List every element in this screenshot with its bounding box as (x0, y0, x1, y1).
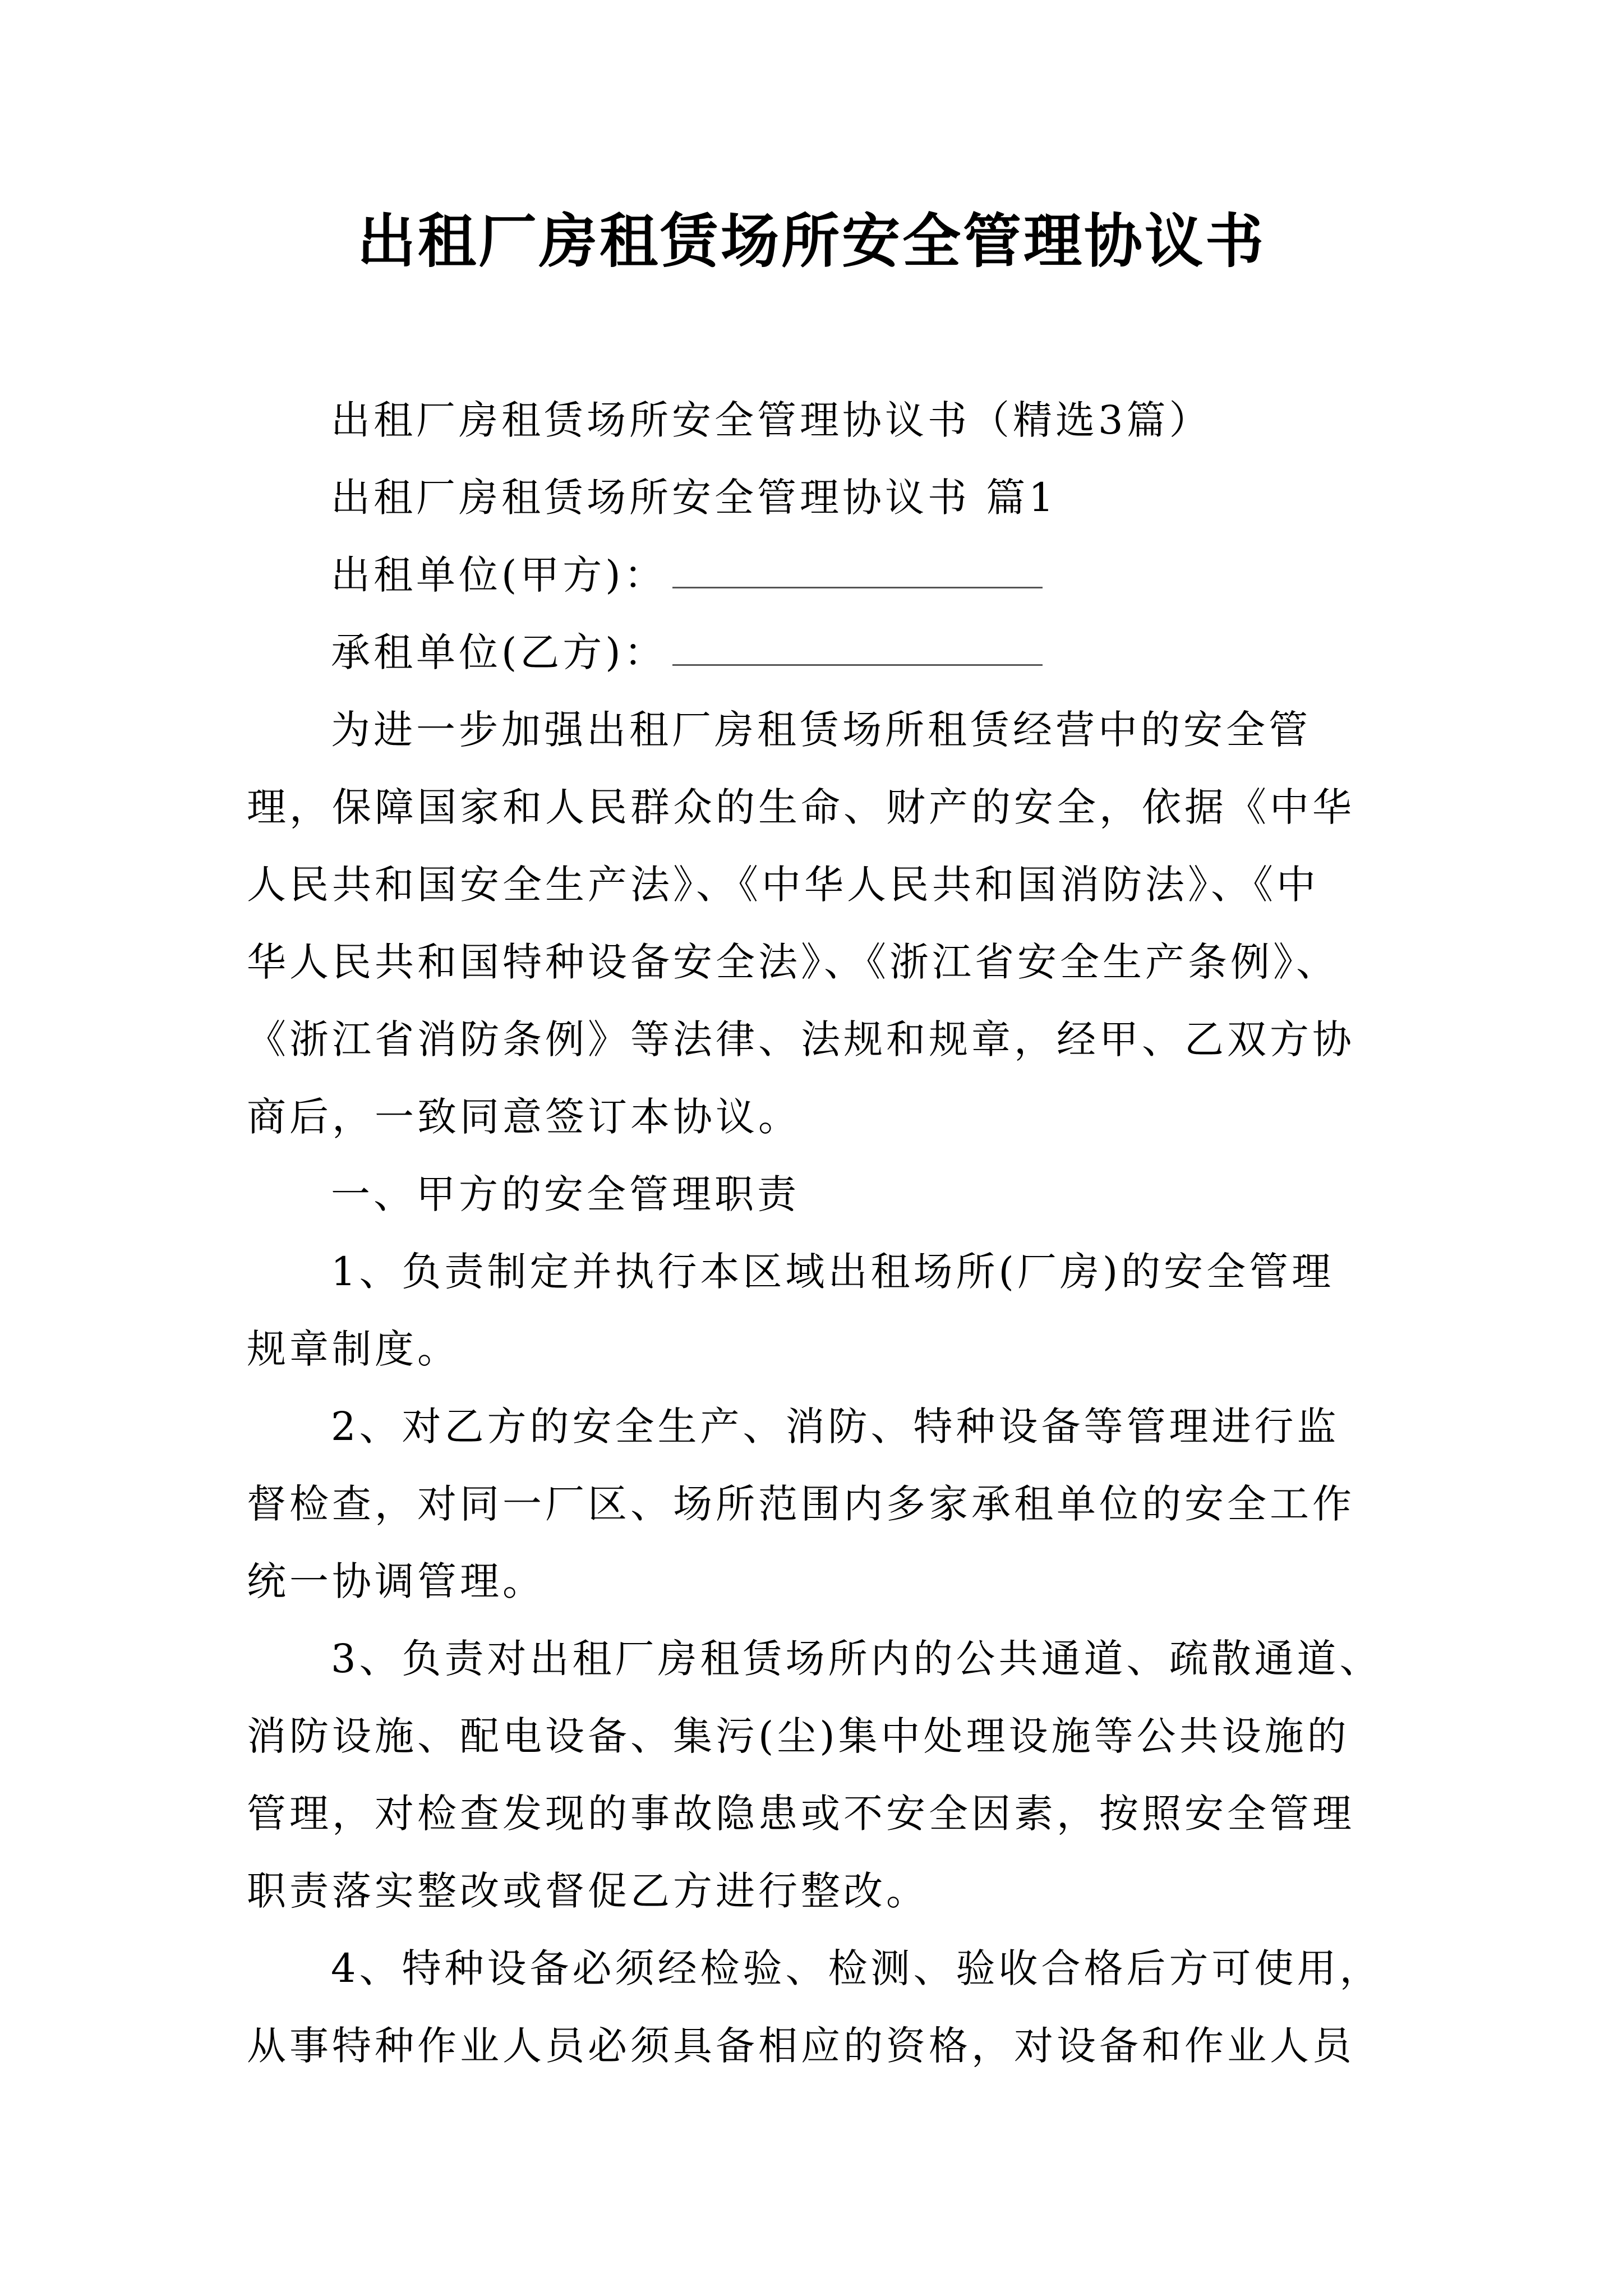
lessee-label: 承租单位(乙方)： (331, 629, 667, 675)
lessee-blank-field (672, 625, 1043, 666)
item-3-line: 职责落实整改或督促乙方进行整改。 (247, 1868, 929, 1914)
item-3-line: 消防设施、配电设备、集污(尘)集中处理设施等公共设施的 (247, 1713, 1350, 1759)
section-heading: 一、甲方的安全管理职责 (331, 1171, 800, 1217)
item-4-line: 4、特种设备必须经检验、检测、验收合格后方可使用， (331, 1945, 1382, 1991)
lessor-blank-field (672, 547, 1043, 588)
lessee-line (247, 614, 1391, 691)
item-3-line: 3、负责对出租厂房租赁场所内的公共通道、疏散通道、 (331, 1636, 1382, 1682)
item-1-line: 1、负责制定并执行本区域出租场所(厂房)的安全管理 (331, 1249, 1335, 1295)
part-heading: 出租厂房租赁场所安全管理协议书 篇1 (331, 475, 1057, 521)
item-4-line: 从事特种作业人员必须具备相应的资格，对设备和作业人员 (247, 2023, 1355, 2069)
intro-line: 为进一步加强出租厂房租赁场所租赁经营中的安全管 (331, 707, 1311, 753)
item-2-line: 2、对乙方的安全生产、消防、特种设备等管理进行监 (331, 1404, 1340, 1450)
intro-line: 人民共和国安全生产法》、《中华人民共和国消防法》、《中 (247, 862, 1319, 908)
document-title: 出租厂房租赁场所安全管理协议书 (357, 206, 1266, 275)
item-1-line: 规章制度。 (247, 1326, 460, 1372)
intro-line: 理，保障国家和人民群众的生命、财产的安全，依据《中华 (247, 784, 1355, 830)
intro-line: 《浙江省消防条例》等法律、法规和规章，经甲、乙双方协 (247, 1016, 1355, 1062)
item-2-line: 统一协调管理。 (247, 1558, 545, 1604)
document-body (247, 381, 1391, 2085)
lessor-line (247, 536, 1391, 614)
intro-line: 商后，一致同意签订本协议。 (247, 1094, 801, 1140)
lessor-label: 出租单位(甲方)： (331, 552, 667, 598)
subtitle: 出租厂房租赁场所安全管理协议书（精选3篇） (331, 397, 1212, 443)
item-3-line: 管理，对检查发现的事故隐患或不安全因素，按照安全管理 (247, 1791, 1355, 1837)
intro-line: 华人民共和国特种设备安全法》、《浙江省安全生产条例》、 (247, 939, 1339, 985)
item-2-line: 督检查，对同一厂区、场所范围内多家承租单位的安全工作 (247, 1481, 1355, 1527)
